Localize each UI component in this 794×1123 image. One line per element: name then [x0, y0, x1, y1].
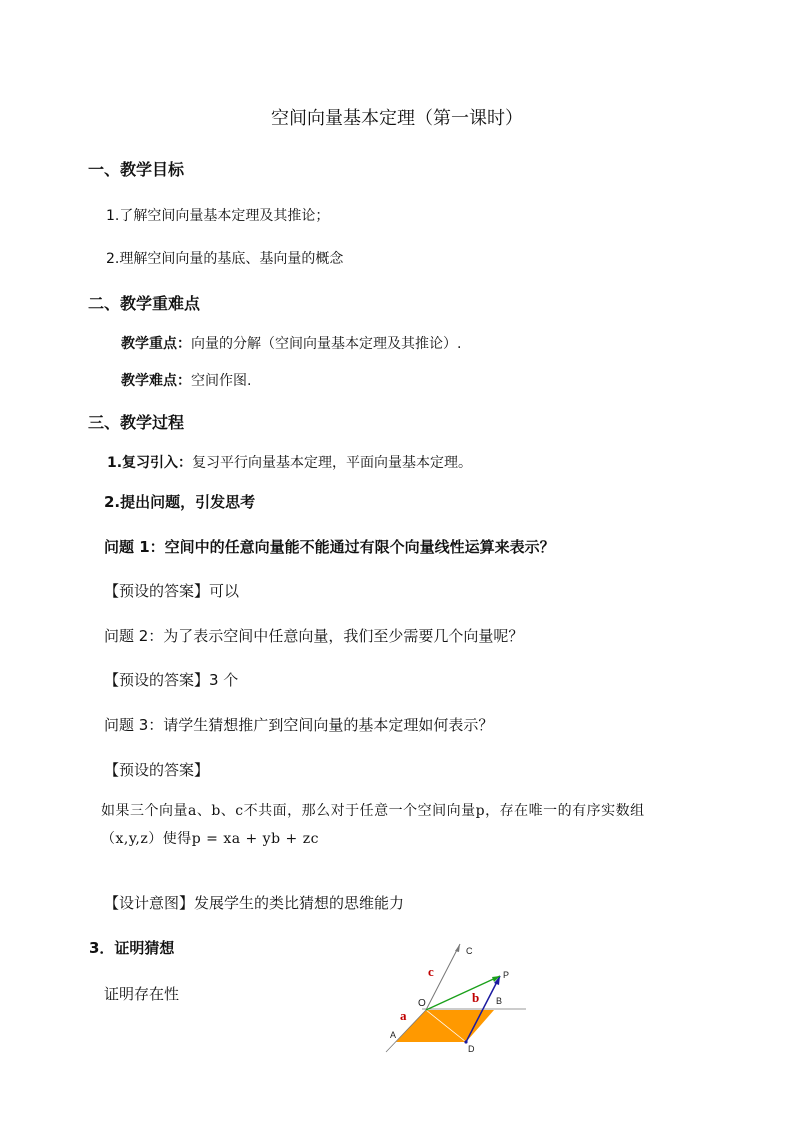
section-heading-process: 三、教学过程: [88, 413, 185, 432]
label-b: B: [496, 996, 503, 1006]
vector-decomposition-figure: [382, 938, 530, 1056]
answer-3: 【预设的答案】: [104, 761, 210, 779]
objective-item-1: 1.了解空间向量基本定理及其推论；: [106, 208, 330, 224]
existence-proof-label: 证明存在性: [104, 985, 180, 1003]
theorem-line-1: 如果三个向量a、b、c不共面，那么对于任意一个空间向量p，存在唯一的有序实数组: [101, 803, 645, 819]
question-1: 问题 1：空间中的任意向量能不能通过有限个向量线性运算来表示？: [104, 538, 555, 556]
review-text: 复习平行向量基本定理，平面向量基本定理。: [192, 455, 473, 471]
review-line: [107, 452, 472, 472]
figure-svg: [382, 938, 530, 1056]
theorem-line-2: （x,y,z）使得p = xa + yb + zc: [101, 831, 319, 847]
section-heading-key-points: 二、教学重难点: [88, 294, 201, 313]
difficulty-line: [121, 370, 251, 390]
section-heading-objectives: 一、教学目标: [88, 160, 185, 179]
label-o: O: [418, 998, 426, 1009]
review-label: 1.复习引入：: [107, 455, 193, 471]
answer-1: 【预设的答案】可以: [104, 582, 240, 600]
question-2: 问题 2：为了表示空间中任意向量，我们至少需要几个向量呢？: [104, 627, 524, 645]
question-3: 问题 3：请学生猜想推广到空间向量的基本定理如何表示？: [104, 716, 494, 734]
label-a: A: [390, 1030, 397, 1040]
vector-label-c: c: [428, 964, 434, 979]
label-p: P: [503, 970, 510, 980]
vector-label-b: b: [472, 990, 480, 1005]
answer-2: 【预设的答案】3 个: [104, 671, 239, 689]
key-point-label: 教学重点：: [121, 336, 191, 352]
vector-c-arrowhead: [455, 944, 460, 952]
design-intent: 【设计意图】发展学生的类比猜想的思维能力: [104, 894, 405, 912]
objective-item-2: 2.理解空间向量的基底、基向量的概念: [106, 251, 344, 267]
label-d: D: [468, 1044, 475, 1054]
key-point-text: 向量的分解（空间向量基本定理及其推论）.: [191, 336, 462, 352]
vector-op-line: [426, 976, 503, 1010]
step2-heading: 2.提出问题，引发思考: [104, 493, 256, 511]
key-point-line: [121, 333, 461, 353]
difficulty-text: 空间作图.: [191, 373, 252, 389]
step3-heading: 3．证明猜想: [89, 939, 175, 957]
page-title: 空间向量基本定理（第一课时）: [271, 108, 523, 129]
label-c: C: [466, 946, 473, 956]
vector-label-a: a: [400, 1008, 407, 1023]
difficulty-label: 教学难点：: [121, 373, 191, 389]
